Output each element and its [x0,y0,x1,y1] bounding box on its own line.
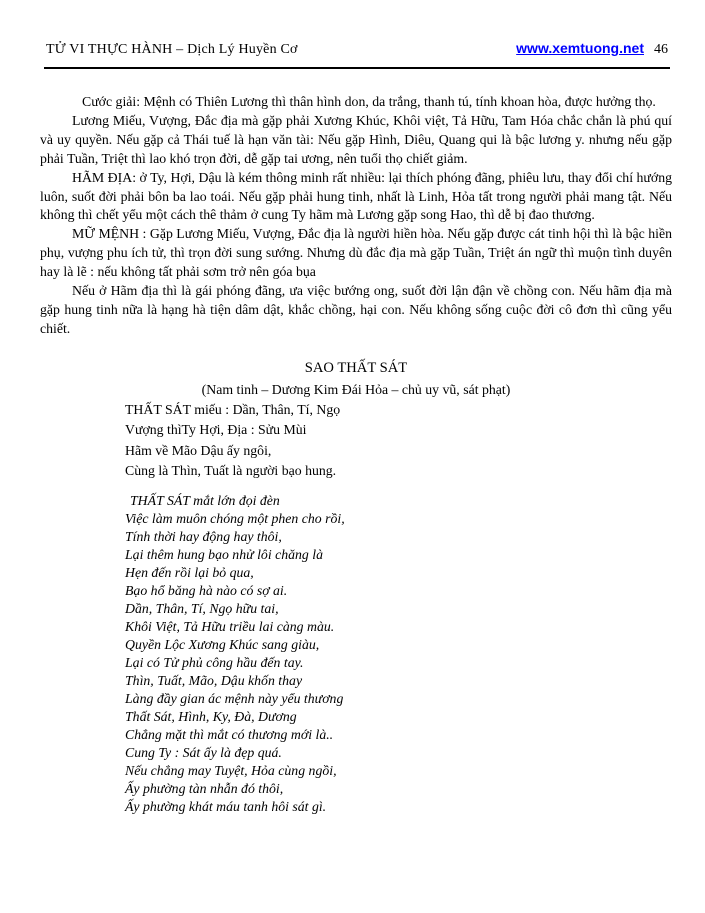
poem-line: THẤT SÁT mắt lớn đọi đèn [130,492,280,508]
poem-line: Cung Ty : Sát ấy là đẹp quá. [125,744,282,760]
poem-line: Lại có Tử phủ công hầu đến tay. [125,654,304,670]
poem-line: Bạo hổ băng hà nào có sợ ai. [125,582,288,598]
page-header [40,40,672,58]
poem-line: Làng đầy gian ác mệnh này yểu thương [125,690,344,706]
position-line: Vượng thìTy Hợi, Địa : Sửu Mùi [125,422,307,438]
body-paragraph: HÃM ĐỊA: ở Ty, Hợi, Dậu là kém thông minh rất nhiều: lại thích phóng đãng, phiêu lưu, thay đổi chí hướng luôn, suốt đời phải bôn ba lao toái. Nếu gặp phải hung tinh, nhất là Linh, Hỏa tất trong người phải mang tật. Nếu không thì chết yểu một cách thê thảm ở cung Ty hãm mà Lương gặp song Hao, thì dễ bị đao thương. [40,169,672,223]
poem-line: Quyền Lộc Xương Khúc sang giàu, [125,636,320,652]
position-line: Cùng là Thìn, Tuất là người bạo hung. [125,463,337,479]
position-line: THẤT SÁT miếu : Dần, Thân, Tí, Ngọ [125,401,341,417]
poem-line: Khôi Việt, Tả Hữu triều lai càng màu. [125,618,335,634]
body-paragraph: Cước giải: Mệnh có Thiên Lương thì thân hình don, da trắng, thanh tú, tính khoan hòa, được hưởng thọ. [82,94,656,109]
poem-line: Việc làm muôn chóng một phen cho rồi, [125,510,345,526]
star-position-block [125,400,672,482]
header-divider [44,67,670,69]
poem-line: Dần, Thân, Tí, Ngọ hữu tai, [125,600,279,616]
poem-line: Nếu chẳng may Tuyệt, Hỏa cùng ngồi, [125,762,337,778]
poem-line: Lại thêm hung bạo nhử lôi chăng là [125,546,323,562]
poem-line: Thất Sát, Hình, Ky, Đà, Dương [125,708,297,724]
body-paragraph: Nếu ở Hãm địa thì là gái phóng đãng, ưa việc bướng ong, suốt đời lận đận về chồng con. Nếu hãm địa mà gặp hung tinh nữa là hạng hà tiện dâm dật, khắc chồng, hại con. Nếu không sống cuộc đời cô đơn thì cũng yểu chiết. [40,283,672,336]
poem-line: Ấy phường khát máu tanh hôi sát gì. [125,798,327,814]
section-subtitle: (Nam tinh – Dương Kim Đái Hỏa – chủ uy vũ, sát phạt) [201,381,511,397]
website-link[interactable]: www.xemtuong.net [516,40,644,56]
poem-block [125,492,672,816]
header-right-group [516,40,668,58]
section-heading: SAO THẤT SÁT [304,359,408,376]
position-line: Hãm về Mão Dậu ấy ngôi, [125,442,272,458]
document-title: TỬ VI THỰC HÀNH – Dịch Lý Huyền Cơ [46,42,298,57]
poem-line: Chẳng mặt thì mắt có thương mới là.. [125,726,334,742]
document-body [40,93,672,816]
poem-line: Ấy phường tàn nhẫn đó thôi, [125,780,284,796]
poem-line: Hẹn đến rồi lại bỏ qua, [125,564,254,580]
poem-line: Tính thời hay động hay thôi, [125,528,282,544]
body-paragraph: Lương Miếu, Vượng, Đắc địa mà gặp phải Xương Khúc, Khôi việt, Tả Hữu, Tam Hóa chắc chắn là phú quí và uy quyền. Nếu gặp cả Thái tuế là hạn văn tài: Nếu gặp Hình, Diêu, Quang qui là bậc lương y. nhưng nếu gặp phải Tuần, Triệt thì lao khó trọn đời, dễ gặp tai ương, nên tuổi thọ chiết giảm. [40,112,672,166]
poem-line: Thìn, Tuất, Mão, Dậu khốn thay [125,672,303,688]
body-paragraph: MỮ MỆNH : Gặp Lương Miếu, Vượng, Đắc địa là người hiền hòa. Nếu gặp được cát tinh hội thì là bậc hiền phụ, vượng phu ích tử, thì trọn đời sung sướng. Nhưng dù đắc địa mà gặp Tuần, Triệt án ngữ thì muộn tình duyên hay là lẽ : nếu không tất phải sơm trở nên góa bụa [40,226,672,280]
page-number: 46 [654,42,668,57]
